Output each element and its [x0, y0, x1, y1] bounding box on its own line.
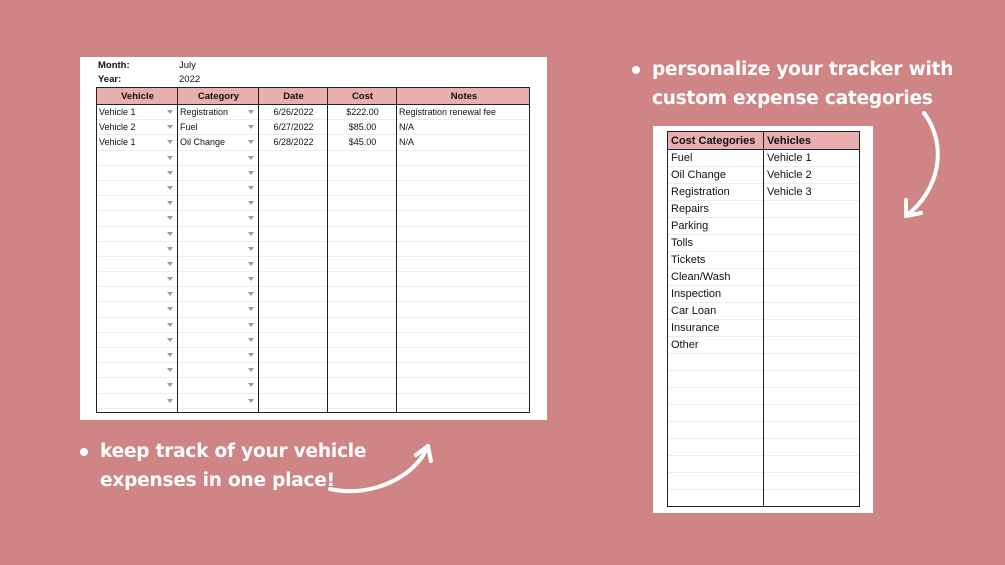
vehicle-cell[interactable]: Vehicle 2 [767, 169, 812, 181]
cell-date[interactable]: 6/26/2022 [273, 107, 314, 117]
vehicle-cell[interactable]: Vehicle 1 [767, 152, 812, 164]
month-label: Month: [98, 60, 130, 71]
column-header-cost: Cost [351, 91, 374, 102]
cell-cost[interactable]: $222.00 [346, 107, 379, 117]
year-value[interactable]: 2022 [179, 74, 201, 85]
arrow-to-tracker-icon [330, 446, 428, 491]
column-header-notes: Notes [450, 91, 478, 102]
category-cell[interactable]: Oil Change [671, 169, 727, 181]
cell-cost[interactable]: $85.00 [348, 122, 377, 133]
column-header-category: Category [197, 91, 240, 102]
column-header-cost-categories: Cost Categories [671, 135, 756, 147]
cell-date[interactable]: 6/28/2022 [273, 137, 314, 148]
cell-category[interactable]: Oil Change [180, 137, 226, 148]
category-cell[interactable]: Car Loan [671, 305, 717, 317]
month-value[interactable]: July [179, 60, 196, 71]
category-cell[interactable]: Other [671, 339, 699, 351]
cell-category[interactable]: Fuel [180, 122, 198, 133]
category-cell[interactable]: Parking [671, 220, 709, 232]
column-header-date: Date [283, 91, 304, 102]
cell-vehicle[interactable]: Vehicle 1 [99, 107, 136, 117]
category-cell[interactable]: Tolls [671, 237, 694, 249]
cell-date[interactable]: 6/27/2022 [273, 122, 314, 133]
vehicle-cell[interactable]: Vehicle 3 [767, 186, 812, 198]
category-cell[interactable]: Tickets [671, 254, 706, 266]
category-cell[interactable]: Inspection [671, 288, 722, 300]
column-header-vehicles: Vehicles [767, 135, 812, 147]
cell-vehicle[interactable]: Vehicle 1 [99, 137, 136, 148]
cell-cost[interactable]: $45.00 [348, 137, 377, 148]
cell-notes[interactable]: N/A [399, 137, 415, 148]
category-cell[interactable]: Fuel [671, 152, 693, 164]
caption-personalize-text: personalize your tracker with custom expense categories [652, 59, 954, 109]
cell-notes[interactable]: Registration renewal fee [399, 107, 497, 117]
category-cell[interactable]: Insurance [671, 322, 720, 334]
arrow-to-categories-icon [906, 113, 938, 216]
category-cell[interactable]: Registration [671, 186, 730, 198]
year-label: Year: [98, 74, 122, 85]
caption-keep-track-text: keep track of your vehicle expenses in one place! [100, 441, 367, 491]
category-cell[interactable]: Repairs [671, 203, 709, 215]
column-header-vehicle: Vehicle [121, 91, 154, 102]
category-cell[interactable]: Clean/Wash [671, 271, 731, 283]
cell-vehicle[interactable]: Vehicle 2 [99, 122, 136, 133]
cell-category[interactable]: Registration [180, 107, 229, 117]
cell-notes[interactable]: N/A [399, 122, 415, 133]
